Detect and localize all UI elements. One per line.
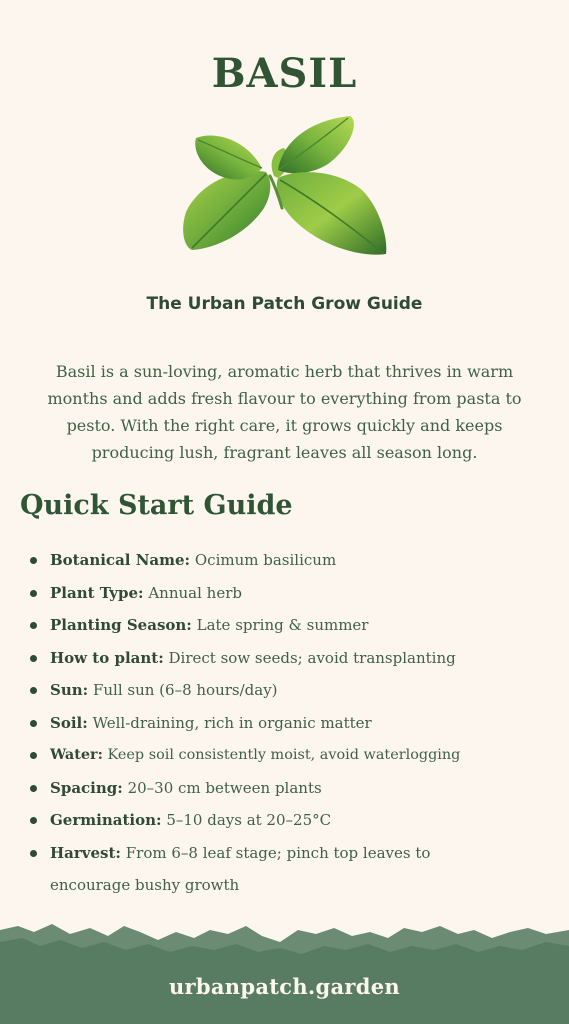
bullet-dot-icon	[30, 655, 37, 662]
guide-item-value: Well-draining, rich in organic matter	[92, 713, 372, 732]
guide-item-how-to-plant	[28, 642, 548, 675]
guide-item-label: How to plant:	[50, 648, 164, 667]
guide-item-value: 5–10 days at 20–25°C	[166, 811, 332, 829]
guide-item-label: Water:	[50, 746, 103, 763]
guide-item-sun	[28, 674, 548, 707]
guide-item-spacing	[28, 772, 548, 805]
guide-item-label: Botanical Name:	[50, 551, 191, 569]
page-title: BASIL	[211, 50, 358, 97]
guide-item-harvest	[28, 837, 490, 902]
guide-item-label: Harvest:	[50, 843, 121, 862]
guide-item-plant-type	[28, 577, 548, 610]
bullet-dot-icon	[30, 817, 37, 824]
guide-item-germination	[28, 804, 548, 837]
bullet-dot-icon	[30, 557, 37, 564]
guide-item-label: Soil:	[50, 713, 88, 732]
guide-item-label: Sun:	[50, 681, 89, 699]
guide-item-value: Full sun (6–8 hours/day)	[92, 681, 278, 699]
guide-item-label: Spacing:	[50, 778, 123, 797]
footer-band	[0, 920, 569, 1024]
bullet-dot-icon	[30, 850, 37, 857]
guide-item-value: Keep soil consistently moist, avoid waterlogging	[107, 747, 461, 763]
basil-leaves-icon	[178, 112, 392, 258]
quick-start-heading: Quick Start Guide	[20, 490, 293, 521]
guide-item-label: Planting Season:	[50, 616, 192, 634]
guide-item-label: Germination:	[50, 811, 162, 829]
bullet-dot-icon	[30, 687, 37, 694]
guide-item-water	[28, 739, 548, 772]
guide-subtitle: The Urban Patch Grow Guide	[146, 294, 423, 314]
guide-item-botanical-name	[28, 544, 548, 577]
bullet-dot-icon	[30, 590, 37, 597]
bullet-dot-icon	[30, 622, 37, 629]
bullet-dot-icon	[30, 720, 37, 727]
guide-item-value: Annual herb	[148, 583, 242, 602]
guide-item-value: Late spring & summer	[196, 616, 369, 634]
guide-item-soil	[28, 707, 548, 740]
guide-item-label: Plant Type:	[50, 583, 144, 602]
guide-item-planting-season	[28, 609, 548, 642]
intro-paragraph: Basil is a sun-loving, aromatic herb that thrives in warm months and adds fresh flavour to everything from pasta to pesto. With the right care, it grows quickly and keeps producing lush, fragrant leaves all season long.	[47, 362, 522, 462]
guide-item-value: 20–30 cm between plants	[127, 778, 322, 797]
guide-item-value: From 6–8 leaf stage; pinch top leaves to encourage bushy growth	[50, 843, 431, 894]
bullet-dot-icon	[30, 752, 37, 759]
bullet-dot-icon	[30, 785, 37, 792]
guide-item-value: Ocimum basilicum	[194, 551, 337, 569]
guide-item-value: Direct sow seeds; avoid transplanting	[168, 648, 456, 667]
quick-start-list	[28, 544, 548, 902]
footer-website-url: urbanpatch.garden	[168, 974, 400, 999]
